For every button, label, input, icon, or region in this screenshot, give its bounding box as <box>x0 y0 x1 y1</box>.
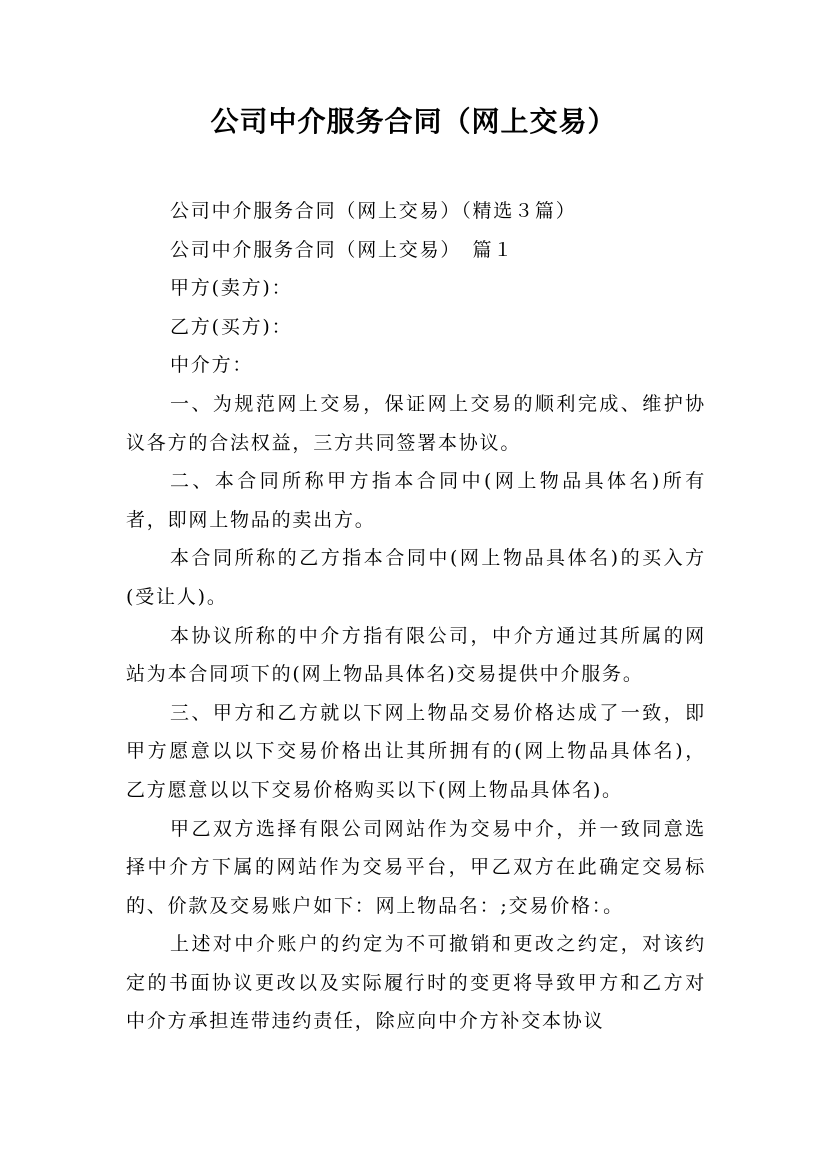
clause-3-account: 上述对中介账户的约定为不可撤销和更改之约定，对该约定的书面协议更改以及实际履行时的变更将导致甲方和乙方对中介方承担连带违约责任，除应向中介方补交本协议 <box>126 933 706 1033</box>
party-a-line: 甲方(卖方)： <box>170 277 293 300</box>
clause-2: 二、本合同所称甲方指本合同中(网上物品具体名)所有者，即网上物品的卖出方。 <box>126 470 706 531</box>
clause-3: 三、甲方和乙方就以下网上物品交易价格达成了一致，即甲方愿意以以下交易价格出让其所拥有的(网上物品具体名)，乙方愿意以以下交易价格购买以下(网上物品具体名)。 <box>126 701 706 801</box>
subtitle-line: 公司中介服务合同（网上交易）（精选３篇） <box>170 200 577 222</box>
clause-2-party-b: 本合同所称的乙方指本合同中(网上物品具体名)的买入方(受让人)。 <box>126 547 706 608</box>
document-body <box>126 192 706 1041</box>
section-heading: 公司中介服务合同（网上交易） 篇１ <box>170 238 515 261</box>
document-title: 公司中介服务合同（网上交易） <box>210 105 617 138</box>
intermediary-line: 中介方： <box>170 354 254 377</box>
clause-3-platform: 甲乙双方选择有限公司网站作为交易中介，并一致同意选择中介方下属的网站作为交易平台，甲乙双方在此确定交易标的、价款及交易账户如下：网上物品名：;交易价格：。 <box>126 817 706 917</box>
party-b-line: 乙方(买方)： <box>170 315 293 338</box>
clause-1: 一、为规范网上交易，保证网上交易的顺利完成、维护协议各方的合法权益，三方共同签署本协议。 <box>126 392 706 454</box>
clause-2-intermediary: 本协议所称的中介方指有限公司，中介方通过其所属的网站为本合同项下的(网上物品具体名)交易提供中介服务。 <box>126 624 706 686</box>
